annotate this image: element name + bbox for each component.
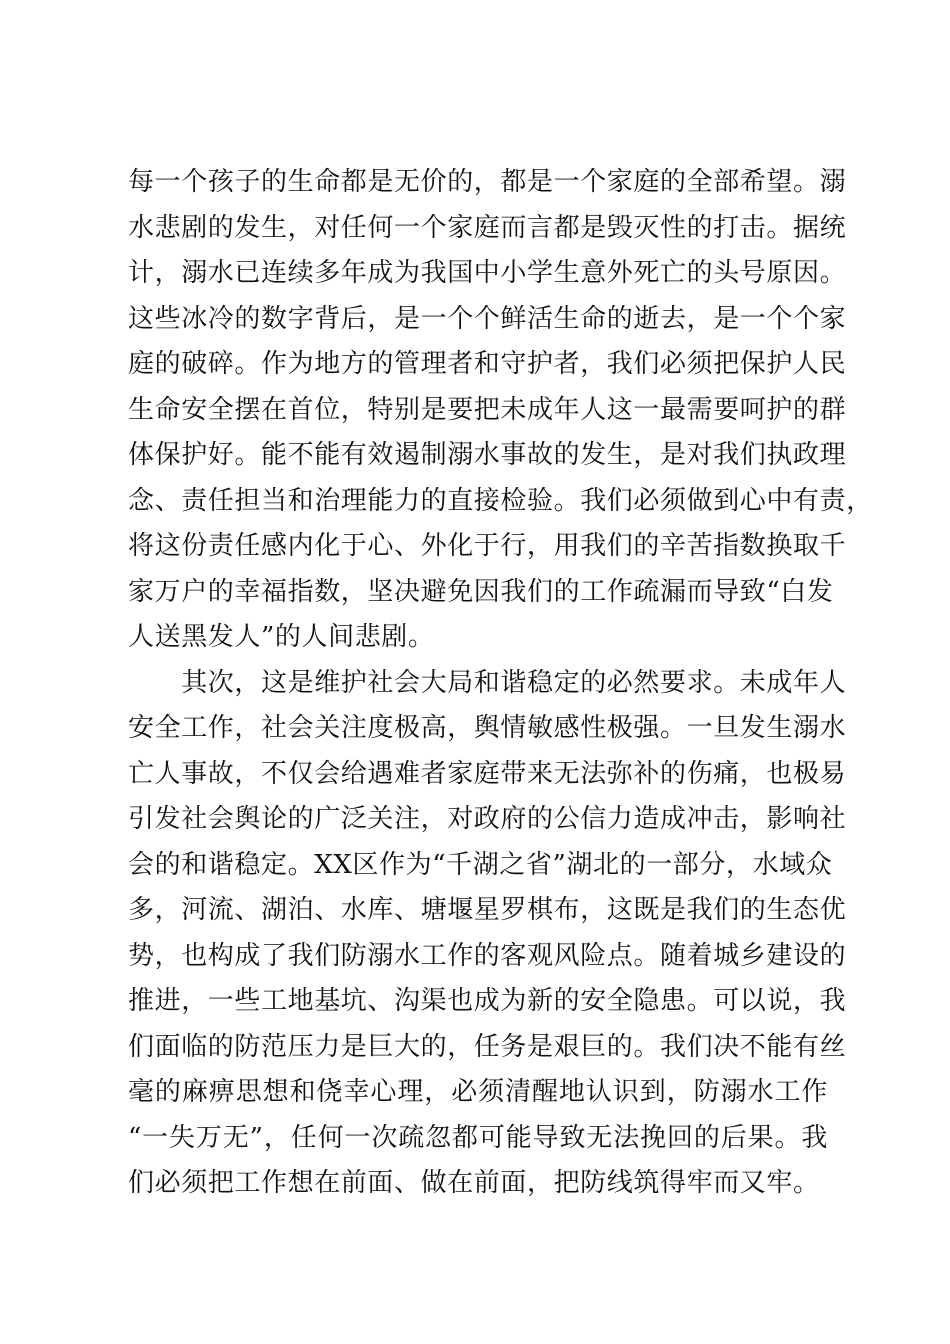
text-line: 安全工作，社会关注度极高，舆情敏感性极强。一旦发生溺水 xyxy=(128,713,847,743)
text-line: 毫的麻痹思想和侥幸心理，必须清醒地认识到，防溺水工作 xyxy=(128,1077,828,1107)
text-line: 念、责任担当和治理能力的直接检验。我们必须做到心中有责， xyxy=(128,485,873,516)
text-line: 势，也构成了我们防溺水工作的客观风险点。随着城乡建设的 xyxy=(128,940,847,971)
text-line: 人送黑发人”的人间悲剧。 xyxy=(128,622,435,652)
text-line: 亡人事故，不仅会给遇难者家庭带来无法弥补的伤痛，也极易 xyxy=(128,758,847,789)
text-line: 这些冰冷的数字背后，是一个个鲜活生命的逝去，是一个个家 xyxy=(128,303,847,334)
text-line: 庭的破碎。作为地方的管理者和守护者，我们必须把保护人民 xyxy=(128,349,847,379)
body-text xyxy=(128,160,873,1207)
paragraph xyxy=(128,661,847,1207)
text-line: 多，河流、湖泊、水库、塘堰星罗棋布，这既是我们的生态优 xyxy=(128,895,847,925)
text-line: 家万户的幸福指数，坚决避免因我们的工作疏漏而导致“白发 xyxy=(128,576,834,607)
paragraph xyxy=(128,160,873,661)
text-line: 引发社会舆论的广泛关注，对政府的公信力造成冲击，影响社 xyxy=(128,804,847,834)
text-line: 水悲剧的发生，对任何一个家庭而言都是毁灭性的打击。据统 xyxy=(128,212,847,243)
text-line: 将这份责任感内化于心、外化于行，用我们的辛苦指数换取千 xyxy=(128,531,847,561)
text-line: 其次，这是维护社会大局和谐稳定的必然要求。未成年人 xyxy=(128,667,847,698)
text-line: 计，溺水已连续多年成为我国中小学生意外死亡的头号原因。 xyxy=(128,258,847,288)
text-line: 每一个孩子的生命都是无价的，都是一个家庭的全部希望。溺 xyxy=(128,167,847,197)
text-line: 们必须把工作想在前面、做在前面，把防线筑得牢而又牢。 xyxy=(128,1168,820,1198)
text-line: 生命安全摆在首位，特别是要把未成年人这一最需要呵护的群 xyxy=(128,394,847,425)
text-line: 体保护好。能不能有效遏制溺水事故的发生，是对我们执政理 xyxy=(128,440,847,470)
text-line: 会的和谐稳定。XX区作为“千湖之省”湖北的一部分，水域众 xyxy=(128,849,833,880)
text-line: 推进，一些工地基坑、沟渠也成为新的安全隐患。可以说，我 xyxy=(128,986,847,1016)
text-line: “一失万无”，任何一次疏忽都可能导致无法挽回的后果。我 xyxy=(128,1122,828,1153)
text-line: 们面临的防范压力是巨大的，任务是艰巨的。我们决不能有丝 xyxy=(128,1031,847,1062)
